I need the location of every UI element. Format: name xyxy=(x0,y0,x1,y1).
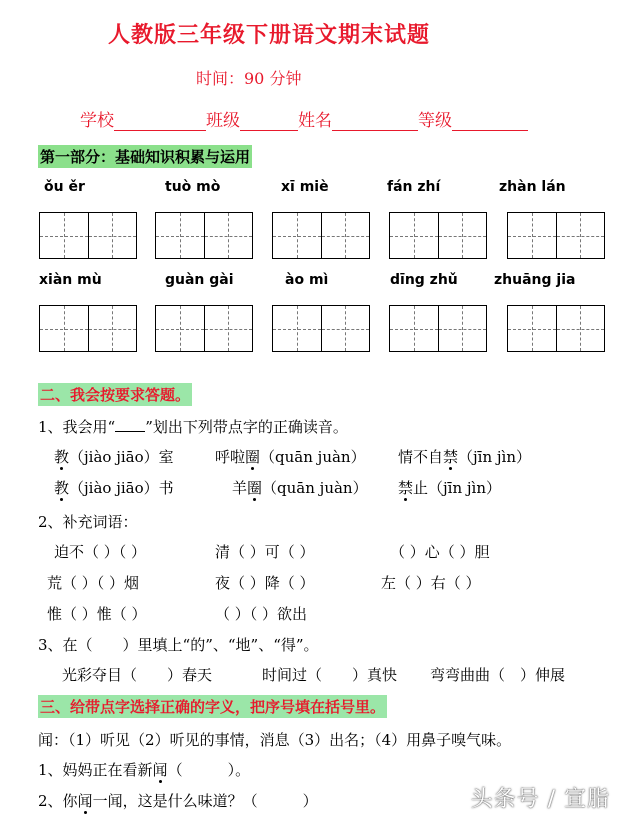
dotted-char: 闻 xyxy=(152,761,168,779)
idiom-blank: 夜（ ）降（ ） xyxy=(215,574,315,592)
pinyin: zhuāng jia xyxy=(494,272,576,288)
pinyin: xiàn mù xyxy=(39,272,102,288)
dotted-char: 禁 xyxy=(398,479,414,497)
grade-blank xyxy=(452,112,528,131)
word-text: 羊 xyxy=(232,479,248,497)
writing-grid[interactable] xyxy=(155,305,253,352)
answer-blank: （ ）。 xyxy=(167,761,251,779)
idiom-blank: （ ）心（ ）胆 xyxy=(390,543,490,561)
question-3-1 xyxy=(38,759,250,780)
reading-choices: （jīn jìn） xyxy=(458,448,532,466)
idiom-blank: （ ）（ ）欲出 xyxy=(215,605,308,623)
idiom-blank: 惟（ ）惟（ ） xyxy=(47,605,147,623)
question-text: 1、妈妈正在看新 xyxy=(38,761,153,779)
pinyin: zhàn lán xyxy=(499,179,566,195)
writing-grid[interactable] xyxy=(272,212,370,259)
pinyin: ào mì xyxy=(285,272,329,288)
underline-sample xyxy=(115,419,145,432)
section3-title: 三、给带点字选择正确的字义，把序号填在括号里。 xyxy=(38,695,387,718)
pinyin: dīng zhǔ xyxy=(390,272,458,288)
question-text: 2、你 xyxy=(38,792,78,810)
reading-choices: （jiào jiāo）书 xyxy=(69,479,174,497)
reading-option xyxy=(54,446,174,467)
writing-grid[interactable] xyxy=(389,305,487,352)
pinyin: ǒu ěr xyxy=(44,179,85,195)
question-2-2: 2、补充词语： xyxy=(38,513,138,531)
reading-option xyxy=(398,446,531,467)
writing-grid[interactable] xyxy=(39,212,137,259)
class-label: 班级 xyxy=(206,111,240,131)
writing-grid[interactable] xyxy=(39,305,137,352)
name-blank xyxy=(332,112,418,131)
watermark: 头条号 / 宣脂 xyxy=(470,787,610,812)
class-blank xyxy=(240,112,298,131)
dotted-char: 教 xyxy=(54,479,70,497)
reading-option xyxy=(54,477,174,498)
answer-blank: 一闻，这是什么味道？（ ） xyxy=(92,792,318,810)
school-label: 学校 xyxy=(80,111,114,131)
page-title: 人教版三年级下册语文期末试题 xyxy=(108,22,431,48)
writing-grid[interactable] xyxy=(507,305,605,352)
particle-blank: 时间过（ ）真快 xyxy=(262,666,398,684)
definition-line: 闻：（1）听见（2）听见的事情，消息（3）出名；（4）用鼻子嗅气味。 xyxy=(38,731,512,749)
dotted-char: 圈 xyxy=(245,448,261,466)
reading-choices: （quān juàn） xyxy=(260,448,366,466)
section1-title: 第一部分：基础知识积累与运用 xyxy=(38,145,252,168)
question-2-1 xyxy=(38,416,348,437)
pinyin: guàn gài xyxy=(165,272,234,288)
pinyin: tuò mò xyxy=(165,179,221,195)
particle-blank: 光彩夺目（ ）春天 xyxy=(62,666,213,684)
question-3-2 xyxy=(38,790,318,811)
particle-blank: 弯弯曲曲（ ）伸展 xyxy=(430,666,566,684)
school-blank xyxy=(114,112,206,131)
dotted-char: 圈 xyxy=(247,479,263,497)
name-label: 姓名 xyxy=(298,111,332,131)
student-info-line xyxy=(80,106,528,131)
dotted-char: 禁 xyxy=(443,448,459,466)
writing-grid[interactable] xyxy=(389,212,487,259)
reading-choices: （jiào jiāo）室 xyxy=(69,448,174,466)
idiom-blank: 迫不（ ）（ ） xyxy=(54,543,147,561)
exam-time: 时间：90 分钟 xyxy=(196,69,302,88)
word-text: 呼啦 xyxy=(215,448,246,466)
q1-text-pre: 1、我会用“ xyxy=(38,418,116,436)
pinyin: xī miè xyxy=(281,179,329,195)
section2-title: 二、我会按要求答题。 xyxy=(38,383,192,406)
reading-option xyxy=(232,477,368,498)
idiom-blank: 左（ ）右（ ） xyxy=(381,574,481,592)
word-text: 情不自 xyxy=(398,448,444,466)
reading-choices: 止（jīn jìn） xyxy=(413,479,502,497)
dotted-char: 闻 xyxy=(77,792,93,810)
q1-text-post: ”划出下列带点字的正确读音。 xyxy=(145,418,348,436)
pinyin: fán zhí xyxy=(387,179,441,195)
idiom-blank: 清（ ）可（ ） xyxy=(215,543,315,561)
writing-grid[interactable] xyxy=(507,212,605,259)
question-2-3: 3、在（ ）里填上“的”、“地”、“得”。 xyxy=(38,636,319,654)
grade-label: 等级 xyxy=(418,111,452,131)
writing-grid[interactable] xyxy=(272,305,370,352)
reading-choices: （quān juàn） xyxy=(262,479,368,497)
reading-option xyxy=(398,477,501,498)
dotted-char: 教 xyxy=(54,448,70,466)
writing-grid[interactable] xyxy=(155,212,253,259)
idiom-blank: 荒（ ）（ ）烟 xyxy=(47,574,140,592)
reading-option xyxy=(215,446,366,467)
